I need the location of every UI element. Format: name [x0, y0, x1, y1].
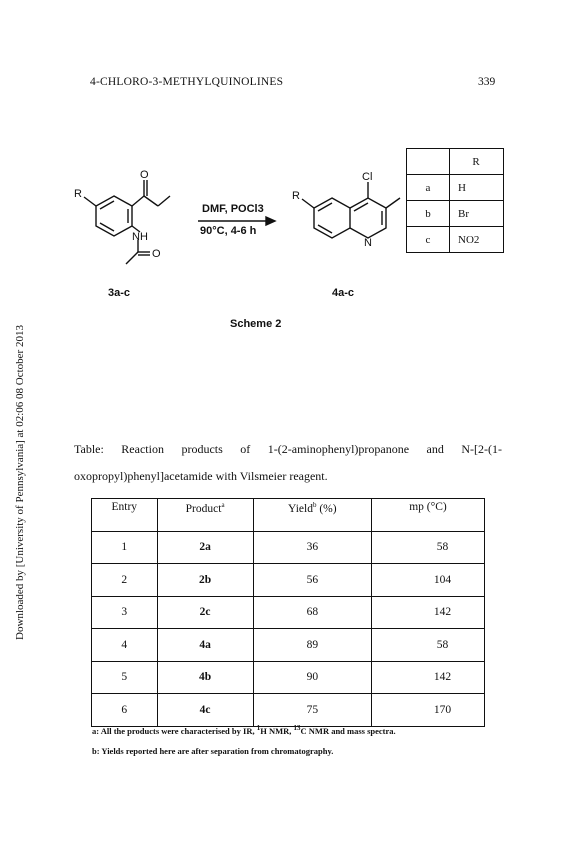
amide-oxygen-atom: O [152, 248, 161, 260]
substituent-row [407, 227, 504, 253]
cell-product: 4c [157, 694, 253, 727]
header-product-label: Product [185, 502, 222, 515]
cell-yield: 36 [253, 531, 371, 564]
download-watermark: Downloaded by [University of Pennsylvania] at 02:06 08 October 2013 [14, 325, 26, 640]
cell-yield: 90 [253, 661, 371, 694]
header-yield-footnote: b [312, 501, 317, 509]
table-row [92, 661, 485, 694]
cell-mp: 58 [371, 531, 484, 564]
product-label: 4a-c [332, 287, 355, 299]
ring-nitrogen-atom: N [364, 237, 372, 249]
cell-mp: 58 [371, 629, 484, 662]
cell-yield: 68 [253, 596, 371, 629]
header-mp: mp (°C) [371, 499, 484, 532]
reactant-benzene-ring [96, 196, 132, 236]
table-row [92, 531, 485, 564]
product-r-atom: R [292, 190, 300, 202]
substituent-value: NO2 [450, 227, 504, 253]
header-entry: Entry [92, 499, 158, 532]
ketone-bond [132, 196, 144, 206]
ethyl-bond-2 [158, 196, 170, 206]
footnote-a-suffix: C NMR and mass spectra. [300, 725, 396, 736]
product-methyl-bond [386, 198, 400, 208]
footnote-a-mid: H NMR, [260, 725, 294, 736]
header-yield-label: Yield [288, 502, 313, 515]
substituent-key: a [407, 175, 450, 201]
product-benzene-ring [314, 198, 350, 238]
header-yield [253, 499, 371, 532]
scheme-caption: Scheme 2 [230, 318, 282, 330]
reagent-bottom: 90°C, 4-6 h [200, 225, 257, 237]
header-yield-unit: (%) [316, 502, 337, 515]
footnote-b: b: Yields reported here are after separation from chromatography. [92, 746, 334, 756]
table-row [92, 629, 485, 662]
ethyl-bond-1 [144, 196, 158, 206]
substituent-header-blank [407, 149, 450, 175]
cell-entry: 3 [92, 596, 158, 629]
footnote-a [92, 724, 396, 736]
footnote-a-prefix: a: All the products were characterised by IR, [92, 725, 257, 736]
reactant-label: 3a-c [108, 287, 131, 299]
cell-mp: 142 [371, 661, 484, 694]
cell-mp: 142 [371, 596, 484, 629]
substituent-header-row [407, 149, 504, 175]
ketone-oxygen-atom: O [140, 169, 149, 181]
table-caption: Table: Reaction products of 1-(2-aminophenyl)propanone and N-[2-(1-oxopropyl)phenyl]acetamide with Vilsmeier reagent. [74, 442, 502, 483]
cell-entry: 6 [92, 694, 158, 727]
cell-product: 2c [157, 596, 253, 629]
substituent-key: c [407, 227, 450, 253]
table-row [92, 564, 485, 597]
cell-yield: 89 [253, 629, 371, 662]
cell-entry: 4 [92, 629, 158, 662]
table-row [92, 596, 485, 629]
substituent-value: Br [450, 201, 504, 227]
results-header-row [92, 499, 485, 532]
scheme-drawing [70, 150, 430, 300]
reactant-r-atom: R [74, 188, 82, 200]
substituent-value: H [450, 175, 504, 201]
substituent-row [407, 201, 504, 227]
header-product-footnote: a [221, 501, 225, 509]
cell-mp: 170 [371, 694, 484, 727]
footnote-a-h-sup: 1 [256, 724, 261, 732]
substituent-header-r: R [450, 149, 504, 175]
cell-yield: 56 [253, 564, 371, 597]
page-number: 339 [478, 76, 496, 88]
cell-product: 2b [157, 564, 253, 597]
table-row [92, 694, 485, 727]
chlorine-atom: Cl [362, 171, 373, 183]
substituent-row [407, 175, 504, 201]
cell-entry: 2 [92, 564, 158, 597]
footnote-a-c-sup: 13 [293, 724, 301, 732]
reaction-scheme [70, 150, 430, 300]
cell-entry: 5 [92, 661, 158, 694]
cell-mp: 104 [371, 564, 484, 597]
methyl-bond [126, 252, 138, 264]
cell-product: 4a [157, 629, 253, 662]
reaction-arrowhead [266, 217, 275, 225]
cell-yield: 75 [253, 694, 371, 727]
substituent-table [406, 148, 504, 253]
cell-product: 4b [157, 661, 253, 694]
cell-entry: 1 [92, 531, 158, 564]
product-pyridine-ring [350, 198, 386, 238]
substituent-key: b [407, 201, 450, 227]
reactant-r-bond [84, 197, 96, 206]
running-head: 4-CHLORO-3-METHYLQUINOLINES [90, 76, 284, 88]
product-r-bond [302, 199, 314, 208]
header-product [157, 499, 253, 532]
reagent-top: DMF, POCl3 [202, 203, 264, 215]
results-table [91, 498, 485, 727]
nh-atom: NH [132, 231, 148, 243]
cell-product: 2a [157, 531, 253, 564]
